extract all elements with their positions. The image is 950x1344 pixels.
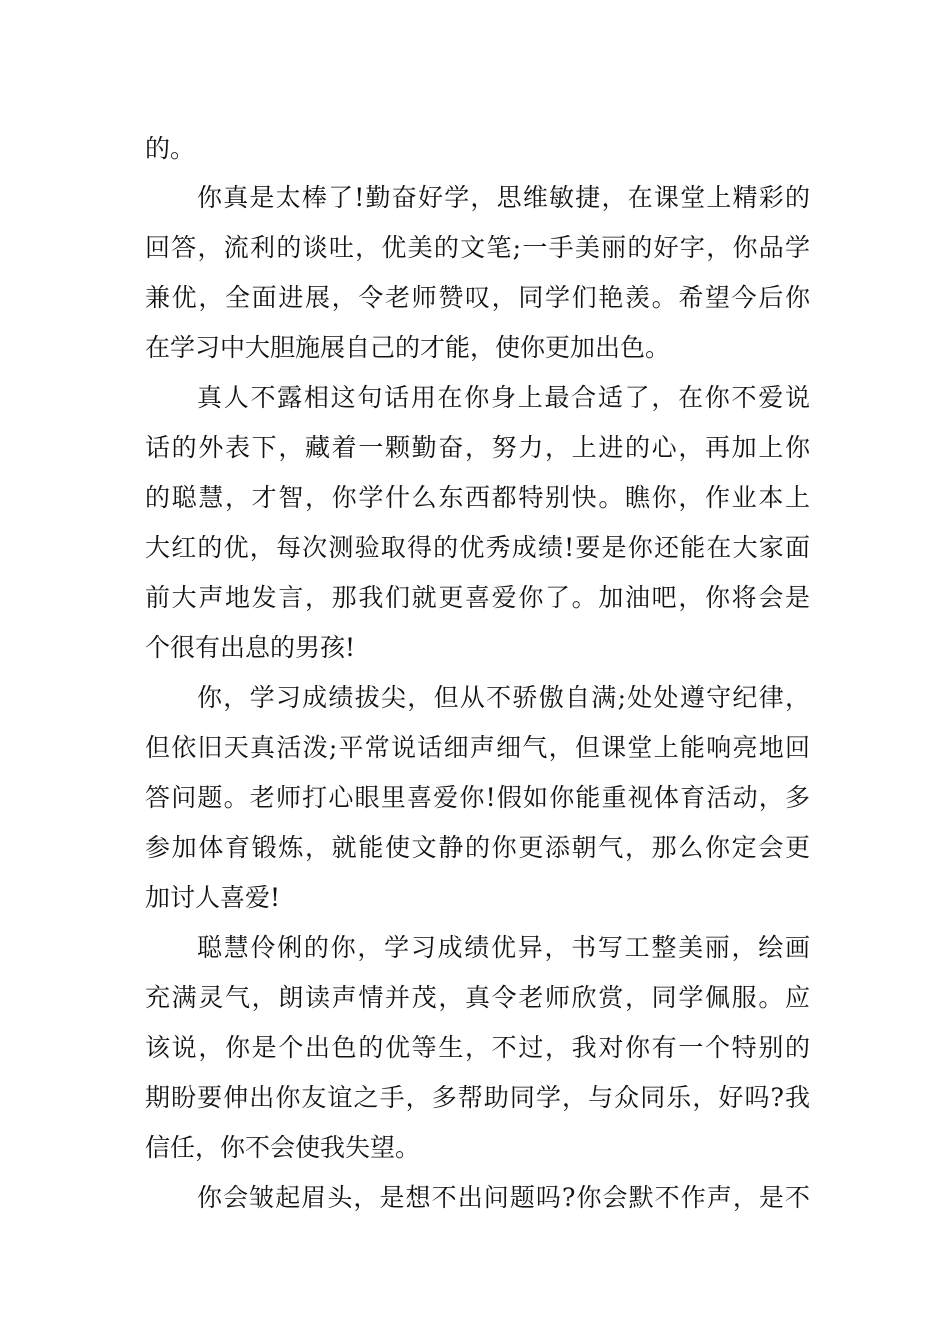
text-line: 答问题。老师打心眼里喜爱你!假如你能重视体育活动，多 — [145, 783, 810, 812]
text-line: 参加体育锻炼，就能使文静的你更添朝气，那么你定会更 — [145, 833, 810, 862]
text-line: 大红的优，每次测验取得的优秀成绩!要是你还能在大家面 — [145, 533, 810, 562]
text-line: 该说，你是个出色的优等生，不过，我对你有一个特别的 — [145, 1033, 810, 1062]
text-line: 充满灵气，朗读声情并茂，真令老师欣赏，同学佩服。应 — [145, 983, 810, 1012]
text-line: 的聪慧，才智，你学什么东西都特别快。瞧你，作业本上 — [145, 483, 810, 512]
text-line: 你会皱起眉头，是想不出问题吗?你会默不作声，是不 — [197, 1183, 810, 1212]
text-line: 的。 — [145, 134, 196, 163]
text-line: 在学习中大胆施展自己的才能，使你更加出色。 — [145, 333, 671, 362]
text-line: 兼优，全面进展，令老师赞叹，同学们艳羡。希望今后你 — [145, 283, 810, 312]
text-line: 聪慧伶俐的你，学习成绩优异，书写工整美丽，绘画 — [197, 933, 810, 962]
text-line: 回答，流利的谈吐，优美的文笔;一手美丽的好字，你品学 — [145, 233, 810, 262]
text-line: 你，学习成绩拔尖，但从不骄傲自满;处处遵守纪律， — [197, 683, 810, 712]
text-line: 信任，你不会使我失望。 — [145, 1133, 421, 1162]
text-line: 前大声地发言，那我们就更喜爱你了。加油吧，你将会是 — [145, 583, 810, 612]
text-line: 你真是太棒了!勤奋好学，思维敏捷，在课堂上精彩的 — [197, 183, 810, 212]
text-line: 真人不露相这句话用在你身上最合适了，在你不爱说 — [197, 383, 810, 412]
text-line: 加讨人喜爱! — [145, 883, 281, 912]
text-line: 但依旧天真活泼;平常说话细声细气，但课堂上能响亮地回 — [145, 733, 810, 762]
text-line: 个很有出息的男孩! — [145, 633, 356, 662]
text-line: 期盼要伸出你友谊之手，多帮助同学，与众同乐，好吗?我 — [145, 1083, 810, 1112]
text-line: 话的外表下，藏着一颗勤奋，努力，上进的心，再加上你 — [145, 433, 810, 462]
